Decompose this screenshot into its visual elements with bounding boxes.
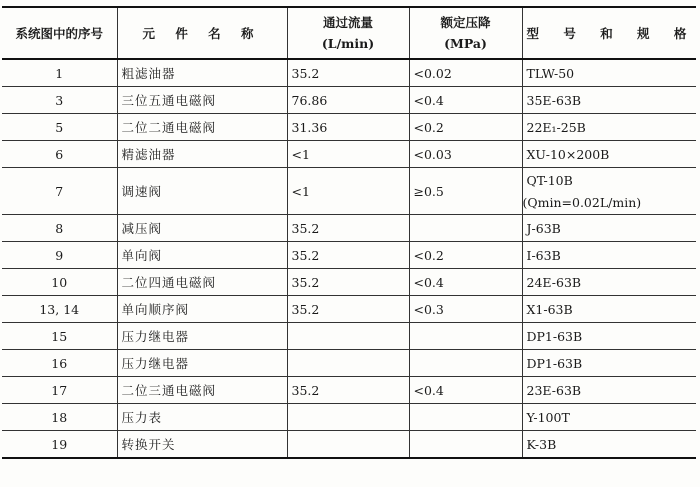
table-row bbox=[2, 87, 696, 114]
cell-flow: <1 bbox=[287, 141, 409, 168]
cell-index: 15 bbox=[2, 323, 117, 350]
cell-model-line1: QT-10B bbox=[526, 172, 573, 188]
cell-name: 减压阀 bbox=[117, 215, 287, 242]
header-name: 元 件 名 称 bbox=[117, 7, 287, 59]
cell-name: 二位三通电磁阀 bbox=[117, 377, 287, 404]
cell-name: 二位四通电磁阀 bbox=[117, 269, 287, 296]
table-row bbox=[2, 269, 696, 296]
cell-flow: 35.2 bbox=[287, 59, 409, 87]
table-row bbox=[2, 404, 696, 431]
cell-flow: 76.86 bbox=[287, 87, 409, 114]
cell-drop: <0.4 bbox=[409, 377, 522, 404]
cell-model: X1-63B bbox=[522, 296, 696, 323]
cell-index: 8 bbox=[2, 215, 117, 242]
cell-model: 35E-63B bbox=[522, 87, 696, 114]
cell-index: 13, 14 bbox=[2, 296, 117, 323]
table-row bbox=[2, 377, 696, 404]
header-flow-label: 通过流量 bbox=[322, 15, 373, 30]
cell-flow bbox=[287, 404, 409, 431]
cell-drop: <0.2 bbox=[409, 242, 522, 269]
cell-flow: 35.2 bbox=[287, 377, 409, 404]
component-spec-table bbox=[2, 6, 696, 459]
cell-model: 22E₁-25B bbox=[522, 114, 696, 141]
cell-name: 二位二通电磁阀 bbox=[117, 114, 287, 141]
cell-name: 调速阀 bbox=[117, 168, 287, 215]
cell-name: 压力表 bbox=[117, 404, 287, 431]
cell-name: 转换开关 bbox=[117, 431, 287, 459]
cell-name: 单向阀 bbox=[117, 242, 287, 269]
cell-model: 23E-63B bbox=[522, 377, 696, 404]
cell-model: TLW-50 bbox=[522, 59, 696, 87]
header-index: 系统图中的序号 bbox=[2, 7, 117, 59]
table-body bbox=[2, 59, 696, 458]
table-row bbox=[2, 168, 696, 215]
table-row bbox=[2, 350, 696, 377]
cell-index: 7 bbox=[2, 168, 117, 215]
cell-model: Y-100T bbox=[522, 404, 696, 431]
cell-index: 18 bbox=[2, 404, 117, 431]
cell-model: DP1-63B bbox=[522, 350, 696, 377]
cell-model: DP1-63B bbox=[522, 323, 696, 350]
cell-flow bbox=[287, 431, 409, 459]
cell-drop bbox=[409, 431, 522, 459]
cell-index: 19 bbox=[2, 431, 117, 459]
cell-index: 6 bbox=[2, 141, 117, 168]
cell-drop bbox=[409, 404, 522, 431]
cell-drop bbox=[409, 323, 522, 350]
header-model: 型 号 和 规 格 bbox=[522, 7, 696, 59]
cell-index: 1 bbox=[2, 59, 117, 87]
table-row bbox=[2, 296, 696, 323]
cell-name: 粗滤油器 bbox=[117, 59, 287, 87]
cell-model bbox=[522, 168, 696, 215]
header-drop-label: 额定压降 bbox=[440, 15, 491, 30]
cell-flow bbox=[287, 350, 409, 377]
cell-index: 5 bbox=[2, 114, 117, 141]
header-drop bbox=[409, 7, 522, 59]
cell-drop: <0.4 bbox=[409, 269, 522, 296]
cell-flow: 35.2 bbox=[287, 269, 409, 296]
cell-index: 9 bbox=[2, 242, 117, 269]
cell-index: 10 bbox=[2, 269, 117, 296]
table-row bbox=[2, 323, 696, 350]
header-flow bbox=[287, 7, 409, 59]
table-header-row bbox=[2, 7, 696, 59]
cell-drop: <0.3 bbox=[409, 296, 522, 323]
cell-drop: <0.02 bbox=[409, 59, 522, 87]
cell-drop: <0.2 bbox=[409, 114, 522, 141]
cell-model: 24E-63B bbox=[522, 269, 696, 296]
cell-name: 压力继电器 bbox=[117, 323, 287, 350]
cell-index: 17 bbox=[2, 377, 117, 404]
cell-name: 精滤油器 bbox=[117, 141, 287, 168]
cell-drop: ≥0.5 bbox=[409, 168, 522, 215]
cell-model: I-63B bbox=[522, 242, 696, 269]
table-row bbox=[2, 141, 696, 168]
cell-flow: 35.2 bbox=[287, 242, 409, 269]
cell-flow: 31.36 bbox=[287, 114, 409, 141]
cell-name: 单向顺序阀 bbox=[117, 296, 287, 323]
table-row bbox=[2, 242, 696, 269]
cell-drop bbox=[409, 350, 522, 377]
cell-model: J-63B bbox=[522, 215, 696, 242]
table-row bbox=[2, 215, 696, 242]
header-drop-unit: (MPa) bbox=[444, 36, 487, 51]
cell-name: 压力继电器 bbox=[117, 350, 287, 377]
cell-drop: <0.03 bbox=[409, 141, 522, 168]
table-row bbox=[2, 59, 696, 87]
header-flow-unit: (L/min) bbox=[321, 36, 375, 51]
cell-model: K-3B bbox=[522, 431, 696, 459]
cell-model: XU-10×200B bbox=[522, 141, 696, 168]
cell-index: 3 bbox=[2, 87, 117, 114]
cell-index: 16 bbox=[2, 350, 117, 377]
cell-flow: 35.2 bbox=[287, 215, 409, 242]
table-row bbox=[2, 431, 696, 459]
cell-drop: <0.4 bbox=[409, 87, 522, 114]
cell-flow: 35.2 bbox=[287, 296, 409, 323]
cell-model-line2: (Qmin=0.02L/min) bbox=[522, 194, 642, 210]
cell-drop bbox=[409, 215, 522, 242]
cell-flow: <1 bbox=[287, 168, 409, 215]
cell-flow bbox=[287, 323, 409, 350]
cell-name: 三位五通电磁阀 bbox=[117, 87, 287, 114]
table-row bbox=[2, 114, 696, 141]
